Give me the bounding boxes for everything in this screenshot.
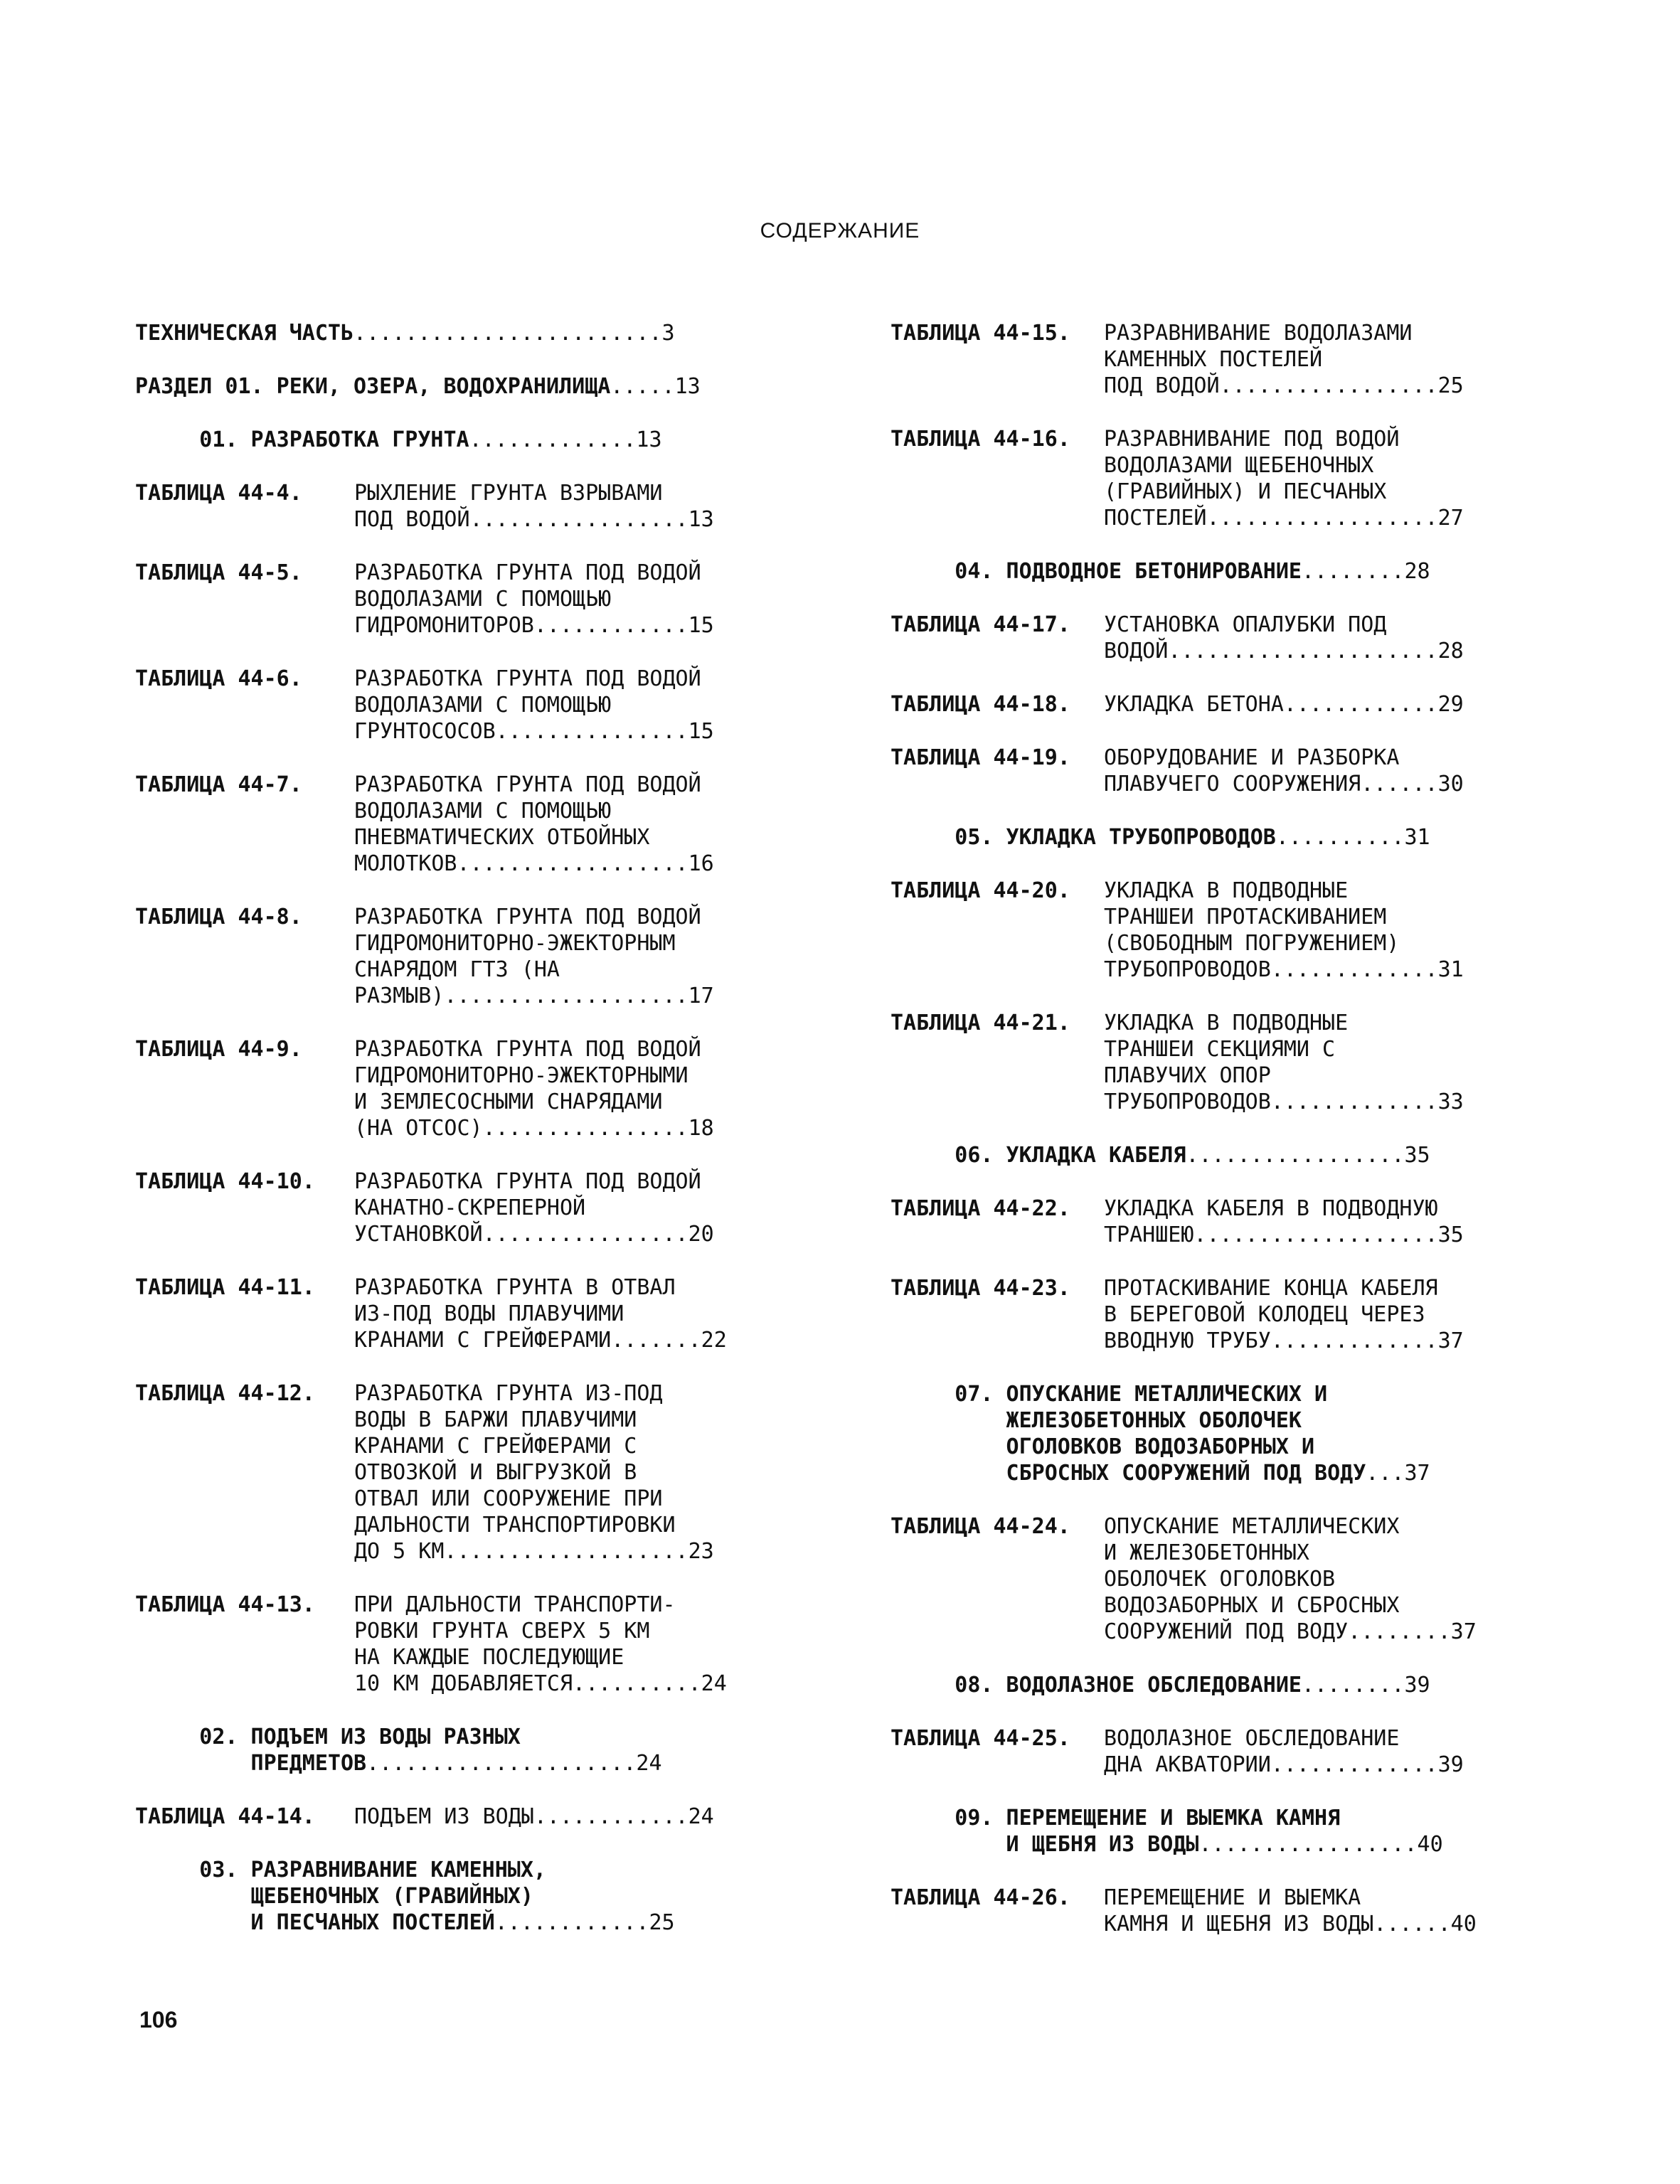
toc-table-entry [890, 1195, 1545, 1248]
toc-description-line: 10 КМ ДОБАВЛЯЕТСЯ..........24 [354, 1671, 727, 1696]
toc-section-heading [135, 427, 775, 453]
toc-table-description [354, 560, 775, 639]
toc-description-line: МОЛОТКОВ..................16 [354, 851, 714, 876]
spacer [890, 1698, 1545, 1725]
toc-entry-title: РАЗДЕЛ 01. РЕКИ, ОЗЕРА, ВОДОХРАНИЛИЩА [135, 374, 611, 399]
toc-description-line: РАЗРАБОТКА ГРУНТА ПОД ВОДОЙ [354, 905, 701, 929]
toc-description-line: ТРУБОПРОВОДОВ.............33 [1104, 1090, 1464, 1114]
toc-entry-title: И ЩЕБНЯ ИЗ ВОДЫ [890, 1832, 1199, 1857]
toc-table-entry [890, 1725, 1545, 1778]
toc-description-line: ПЛАВУЧИХ ОПОР [1104, 1063, 1271, 1088]
toc-description-line: ПЛАВУЧЕГО СООРУЖЕНИЯ......30 [1104, 772, 1464, 797]
toc-description-line: ДО 5 КМ...................23 [354, 1539, 714, 1564]
toc-table-label: ТАБЛИЦА 44-10. [135, 1169, 315, 1194]
toc-table-description [1104, 1885, 1545, 1937]
spacer [890, 983, 1545, 1010]
toc-table-description [354, 1380, 775, 1565]
spacer [890, 851, 1545, 878]
toc-page-ref: 35 [1404, 1143, 1430, 1168]
toc-leader-dots: ................. [1198, 1832, 1418, 1857]
spacer [890, 664, 1545, 691]
toc-description-line: ДНА АКВАТОРИИ.............39 [1104, 1752, 1464, 1777]
toc-entry-title: 05. УКЛАДКА ТРУБОПРОВОДОВ [890, 825, 1276, 850]
toc-section-heading [890, 1434, 1545, 1460]
toc-description-line: ГИДРОМОНИТОРОВ............15 [354, 613, 714, 638]
toc-table-label: ТАБЛИЦА 44-11. [135, 1275, 315, 1300]
spacer [135, 533, 775, 560]
toc-table-description [354, 772, 775, 877]
toc-table-label: ТАБЛИЦА 44-26. [890, 1885, 1070, 1910]
toc-table-entry [890, 320, 1545, 399]
spacer [890, 1486, 1545, 1513]
spacer [890, 399, 1545, 426]
toc-entry-title: 07. ОПУСКАНИЕ МЕТАЛЛИЧЕСКИХ И [890, 1382, 1328, 1407]
spacer [135, 877, 775, 904]
spacer [890, 1858, 1545, 1885]
spacer [890, 1115, 1545, 1142]
toc-description-line: РАЗРАБОТКА ГРУНТА ПОД ВОДОЙ [354, 1169, 701, 1194]
toc-description-line: ИЗ-ПОД ВОДЫ ПЛАВУЧИМИ [354, 1301, 624, 1326]
spacer [135, 346, 775, 373]
spacer [890, 1937, 1545, 1964]
toc-table-entry [135, 1274, 775, 1353]
toc-description-line: УКЛАДКА БЕТОНА............29 [1104, 692, 1464, 717]
toc-description-line: ВОДОЛАЗАМИ С ПОМОЩЬЮ [354, 799, 612, 824]
toc-heading [135, 373, 775, 400]
toc-description-line: СНАРЯДОМ ГТЗ (НА [354, 957, 560, 982]
spacer [890, 1778, 1545, 1805]
toc-section-heading [135, 1909, 775, 1936]
toc-table-entry [135, 1592, 775, 1697]
toc-entry-title: И ПЕСЧАНЫХ ПОСТЕЛЕЙ [135, 1910, 495, 1935]
toc-page-ref: 25 [649, 1910, 675, 1935]
toc-section-heading [135, 1883, 775, 1909]
toc-description-line: ОБОЛОЧЕК ОГОЛОВКОВ [1104, 1567, 1336, 1592]
toc-entry-title: 08. ВОДОЛАЗНОЕ ОБСЛЕДОВАНИЕ [890, 1673, 1302, 1698]
toc-description-line: РАЗРАБОТКА ГРУНТА ИЗ-ПОД [354, 1381, 663, 1406]
toc-table-description [1104, 1195, 1545, 1248]
toc-section-heading [890, 1831, 1545, 1858]
toc-section-heading [890, 824, 1545, 851]
toc-leader-dots: ................. [1186, 1143, 1405, 1168]
toc-table-description [354, 480, 775, 533]
toc-description-line: РАЗРАБОТКА ГРУНТА ПОД ВОДОЙ [354, 560, 701, 585]
toc-table-label: ТАБЛИЦА 44-25. [890, 1726, 1070, 1751]
toc-page-ref: 37 [1404, 1461, 1430, 1486]
toc-table-label: ТАБЛИЦА 44-15. [890, 321, 1070, 346]
toc-leader-dots: ............ [494, 1910, 649, 1935]
toc-leader-dots: ... [1366, 1461, 1405, 1486]
toc-table-label: ТАБЛИЦА 44-7. [135, 772, 302, 797]
toc-entry-title: СБРОСНЫХ СООРУЖЕНИЙ ПОД ВОДУ [890, 1461, 1366, 1486]
toc-page-ref: 39 [1404, 1673, 1430, 1698]
toc-description-line: УСТАНОВКА ОПАЛУБКИ ПОД [1104, 612, 1387, 637]
toc-description-line: ПОД ВОДОЙ.................13 [354, 507, 714, 532]
toc-table-label: ТАБЛИЦА 44-19. [890, 745, 1070, 770]
toc-page-ref: 28 [1404, 559, 1430, 584]
toc-leader-dots: ..................... [366, 1751, 637, 1776]
toc-page-ref: 13 [636, 427, 662, 452]
toc-table-entry [135, 772, 775, 877]
spacer [890, 1645, 1545, 1672]
spacer [890, 1168, 1545, 1195]
toc-description-line: ГРУНТОСОСОВ...............15 [354, 719, 714, 744]
toc-table-label: ТАБЛИЦА 44-20. [890, 878, 1070, 903]
toc-entry-title: ТЕХНИЧЕСКАЯ ЧАСТЬ [135, 321, 354, 346]
toc-table-entry [890, 426, 1545, 531]
spacer [135, 400, 775, 427]
toc-entry-title: 02. ПОДЪЕМ ИЗ ВОДЫ РАЗНЫХ [135, 1725, 521, 1749]
toc-table-label: ТАБЛИЦА 44-23. [890, 1276, 1070, 1301]
spacer [890, 1354, 1545, 1381]
toc-table-entry [135, 1804, 775, 1830]
toc-entry-title: 09. ПЕРЕМЕЩЕНИЕ И ВЫЕМКА КАМНЯ [890, 1806, 1341, 1831]
toc-description-line: ОТВОЗКОЙ И ВЫГРУЗКОЙ В [354, 1460, 637, 1485]
toc-section-heading [890, 1381, 1545, 1407]
toc-entry-title: ЩЕБЕНОЧНЫХ (ГРАВИЙНЫХ) [135, 1884, 533, 1909]
toc-description-line: КРАНАМИ С ГРЕЙФЕРАМИ С [354, 1434, 637, 1459]
spacer [135, 1141, 775, 1168]
toc-leader-dots: ............. [469, 427, 637, 452]
spacer [135, 1247, 775, 1274]
toc-entry-title: ЖЕЛЕЗОБЕТОННЫХ ОБОЛОЧЕК [890, 1408, 1302, 1433]
toc-table-description [1104, 1725, 1545, 1778]
toc-section-heading [135, 1724, 775, 1750]
spacer [890, 797, 1545, 824]
toc-description-line: ТРАНШЕИ СЕКЦИЯМИ С [1104, 1037, 1336, 1062]
toc-entry-title: 04. ПОДВОДНОЕ БЕТОНИРОВАНИЕ [890, 559, 1302, 584]
toc-page-ref: 3 [661, 321, 675, 346]
toc-table-description [1104, 878, 1545, 983]
toc-table-entry [890, 691, 1545, 718]
toc-table-entry [135, 1380, 775, 1565]
toc-section-heading [890, 1460, 1545, 1486]
toc-table-entry [890, 745, 1545, 797]
toc-description-line: КАМНЯ И ЩЕБНЯ ИЗ ВОДЫ......40 [1104, 1912, 1477, 1937]
spacer [135, 1830, 775, 1857]
spacer [890, 585, 1545, 612]
spacer [135, 453, 775, 480]
spacer [135, 1936, 775, 1963]
toc-table-label: ТАБЛИЦА 44-13. [135, 1592, 315, 1617]
toc-entry-title: ПРЕДМЕТОВ [135, 1751, 367, 1776]
toc-page-ref: 13 [674, 374, 701, 399]
toc-table-label: ТАБЛИЦА 44-14. [135, 1804, 315, 1829]
toc-section-heading [890, 558, 1545, 585]
toc-left-column [135, 320, 775, 1963]
toc-description-line: ГИДРОМОНИТОРНО-ЭЖЕКТОРНЫМИ [354, 1063, 689, 1088]
toc-table-entry [135, 1168, 775, 1247]
toc-entry-title: 06. УКЛАДКА КАБЕЛЯ [890, 1143, 1186, 1168]
toc-description-line: УСТАНОВКОЙ................20 [354, 1222, 714, 1247]
toc-table-label: ТАБЛИЦА 44-16. [890, 427, 1070, 452]
toc-table-entry [135, 560, 775, 639]
toc-table-entry [890, 878, 1545, 983]
toc-description-line: ВОДОЗАБОРНЫХ И СБРОСНЫХ [1104, 1593, 1400, 1618]
toc-table-description [1104, 612, 1545, 664]
toc-table-label: ТАБЛИЦА 44-4. [135, 481, 302, 506]
toc-heading [135, 320, 775, 346]
toc-page-ref: 31 [1404, 825, 1430, 850]
toc-description-line: РЫХЛЕНИЕ ГРУНТА ВЗРЫВАМИ [354, 481, 663, 506]
toc-table-description [1104, 691, 1545, 718]
toc-description-line: И ЖЕЛЕЗОБЕТОННЫХ [1104, 1540, 1309, 1565]
toc-table-label: ТАБЛИЦА 44-17. [890, 612, 1070, 637]
toc-description-line: КАМЕННЫХ ПОСТЕЛЕЙ [1104, 347, 1323, 372]
toc-table-entry [135, 1036, 775, 1141]
toc-description-line: ДАЛЬНОСТИ ТРАНСПОРТИРОВКИ [354, 1513, 676, 1538]
toc-table-label: ТАБЛИЦА 44-21. [890, 1011, 1070, 1035]
toc-section-heading [890, 1805, 1545, 1831]
toc-table-description [354, 1036, 775, 1141]
toc-description-line: ТРУБОПРОВОДОВ.............31 [1104, 957, 1464, 982]
toc-description-line: РАЗРАБОТКА ГРУНТА ПОД ВОДОЙ [354, 666, 701, 691]
toc-entry-title: 01. РАЗРАБОТКА ГРУНТА [135, 427, 469, 452]
spacer [135, 1353, 775, 1380]
toc-description-line: РАЗРАБОТКА ГРУНТА ПОД ВОДОЙ [354, 772, 701, 797]
toc-table-entry [890, 1885, 1545, 1937]
toc-description-line: РАЗРАВНИВАНИЕ ПОД ВОДОЙ [1104, 427, 1400, 452]
toc-table-description [1104, 745, 1545, 797]
toc-table-description [1104, 1513, 1545, 1645]
toc-table-entry [135, 666, 775, 745]
toc-description-line: УКЛАДКА КАБЕЛЯ В ПОДВОДНУЮ [1104, 1196, 1438, 1221]
toc-leader-dots: ..... [610, 374, 675, 399]
toc-description-line: СООРУЖЕНИЙ ПОД ВОДУ........37 [1104, 1619, 1477, 1644]
toc-table-entry [135, 904, 775, 1009]
toc-table-label: ТАБЛИЦА 44-9. [135, 1037, 302, 1062]
toc-page-ref: 40 [1417, 1832, 1443, 1857]
toc-table-label: ТАБЛИЦА 44-6. [135, 666, 302, 691]
toc-right-column [890, 320, 1545, 1964]
spacer [135, 1777, 775, 1804]
page-title: СОДЕРЖАНИЕ [760, 219, 920, 243]
toc-description-line: ОБОРУДОВАНИЕ И РАЗБОРКА [1104, 745, 1400, 770]
toc-description-line: ВОДОЙ.....................28 [1104, 639, 1464, 664]
toc-section-heading [135, 1857, 775, 1883]
spacer [135, 639, 775, 666]
toc-description-line: РАЗМЫВ)...................17 [354, 984, 714, 1008]
spacer [135, 745, 775, 772]
toc-description-line: РАЗРАБОТКА ГРУНТА ПОД ВОДОЙ [354, 1037, 701, 1062]
toc-description-line: ПНЕВМАТИЧЕСКИХ ОТБОЙНЫХ [354, 825, 650, 850]
toc-description-line: ТРАНШЕЮ...................35 [1104, 1222, 1464, 1247]
toc-description-line: ПОД ВОДОЙ.................25 [1104, 373, 1464, 398]
toc-table-description [354, 1274, 775, 1353]
toc-description-line: КАНАТНО-СКРЕПЕРНОЙ [354, 1195, 586, 1220]
toc-section-heading [135, 1750, 775, 1777]
toc-table-entry [135, 480, 775, 533]
toc-description-line: ВОДЫ В БАРЖИ ПЛАВУЧИМИ [354, 1407, 637, 1432]
toc-table-description [354, 666, 775, 745]
toc-entry-title: ОГОЛОВКОВ ВОДОЗАБОРНЫХ И [890, 1434, 1315, 1459]
toc-table-description [354, 1804, 775, 1830]
toc-description-line: И ЗЕМЛЕСОСНЫМИ СНАРЯДАМИ [354, 1090, 663, 1114]
toc-description-line: НА КАЖДЫЕ ПОСЛЕДУЮЩИЕ [354, 1645, 624, 1670]
toc-leader-dots: .......... [1275, 825, 1405, 850]
toc-description-line: ВОДОЛАЗАМИ С ПОМОЩЬЮ [354, 693, 612, 718]
toc-description-line: (НА ОТСОС)................18 [354, 1116, 714, 1141]
toc-table-description [354, 904, 775, 1009]
toc-table-label: ТАБЛИЦА 44-18. [890, 692, 1070, 717]
spacer [890, 531, 1545, 558]
toc-description-line: ПРОТАСКИВАНИЕ КОНЦА КАБЕЛЯ [1104, 1276, 1438, 1301]
toc-description-line: В БЕРЕГОВОЙ КОЛОДЕЦ ЧЕРЕЗ [1104, 1302, 1425, 1327]
toc-description-line: РАЗРАБОТКА ГРУНТА В ОТВАЛ [354, 1275, 676, 1300]
page-number: 106 [139, 2007, 178, 2033]
toc-description-line: ВВОДНУЮ ТРУБУ.............37 [1104, 1328, 1464, 1353]
toc-section-heading [890, 1672, 1545, 1698]
toc-section-heading [890, 1407, 1545, 1434]
toc-table-description [1104, 320, 1545, 399]
toc-section-heading [890, 1142, 1545, 1168]
toc-leader-dots: ........ [1301, 559, 1405, 584]
toc-table-entry [890, 1010, 1545, 1115]
toc-description-line: ВОДОЛАЗНОЕ ОБСЛЕДОВАНИЕ [1104, 1726, 1400, 1751]
spacer [135, 1565, 775, 1592]
toc-table-description [1104, 1275, 1545, 1354]
toc-description-line: КРАНАМИ С ГРЕЙФЕРАМИ.......22 [354, 1328, 727, 1353]
toc-description-line: РОВКИ ГРУНТА СВЕРХ 5 КМ [354, 1619, 650, 1644]
toc-table-label: ТАБЛИЦА 44-12. [135, 1381, 315, 1406]
toc-description-line: ГИДРОМОНИТОРНО-ЭЖЕКТОРНЫМ [354, 931, 676, 956]
toc-page-ref: 24 [636, 1751, 662, 1776]
toc-description-line: ВОДОЛАЗАМИ ЩЕБЕНОЧНЫХ [1104, 453, 1374, 478]
toc-table-entry [890, 1513, 1545, 1645]
spacer [135, 1697, 775, 1724]
spacer [135, 1009, 775, 1036]
toc-description-line: УКЛАДКА В ПОДВОДНЫЕ [1104, 1011, 1349, 1035]
spacer [890, 1248, 1545, 1275]
toc-leader-dots: ........ [1301, 1673, 1405, 1698]
toc-table-description [1104, 1010, 1545, 1115]
toc-table-entry [890, 1275, 1545, 1354]
toc-description-line: ТРАНШЕИ ПРОТАСКИВАНИЕМ [1104, 905, 1387, 929]
toc-table-entry [890, 612, 1545, 664]
toc-table-description [354, 1592, 775, 1697]
toc-description-line: ПОСТЕЛЕЙ..................27 [1104, 506, 1464, 531]
toc-leader-dots: ........................ [353, 321, 662, 346]
toc-description-line: ПОДЪЕМ ИЗ ВОДЫ............24 [354, 1804, 714, 1829]
toc-table-description [354, 1168, 775, 1247]
toc-table-label: ТАБЛИЦА 44-22. [890, 1196, 1070, 1221]
toc-description-line: ПРИ ДАЛЬНОСТИ ТРАНСПОРТИ- [354, 1592, 676, 1617]
toc-entry-title: 03. РАЗРАВНИВАНИЕ КАМЕННЫХ, [135, 1858, 546, 1882]
toc-table-label: ТАБЛИЦА 44-5. [135, 560, 302, 585]
toc-table-description [1104, 426, 1545, 531]
toc-description-line: ПЕРЕМЕЩЕНИЕ И ВЫЕМКА [1104, 1885, 1361, 1910]
toc-table-label: ТАБЛИЦА 44-8. [135, 905, 302, 929]
toc-table-label: ТАБЛИЦА 44-24. [890, 1514, 1070, 1539]
toc-description-line: (ГРАВИЙНЫХ) И ПЕСЧАНЫХ [1104, 479, 1387, 504]
toc-description-line: ВОДОЛАЗАМИ С ПОМОЩЬЮ [354, 587, 612, 612]
toc-description-line: РАЗРАВНИВАНИЕ ВОДОЛАЗАМИ [1104, 321, 1413, 346]
toc-description-line: ОПУСКАНИЕ МЕТАЛЛИЧЕСКИХ [1104, 1514, 1400, 1539]
spacer [890, 718, 1545, 745]
toc-description-line: ОТВАЛ ИЛИ СООРУЖЕНИЕ ПРИ [354, 1486, 663, 1511]
toc-description-line: (СВОБОДНЫМ ПОГРУЖЕНИЕМ) [1104, 931, 1400, 956]
toc-description-line: УКЛАДКА В ПОДВОДНЫЕ [1104, 878, 1349, 903]
